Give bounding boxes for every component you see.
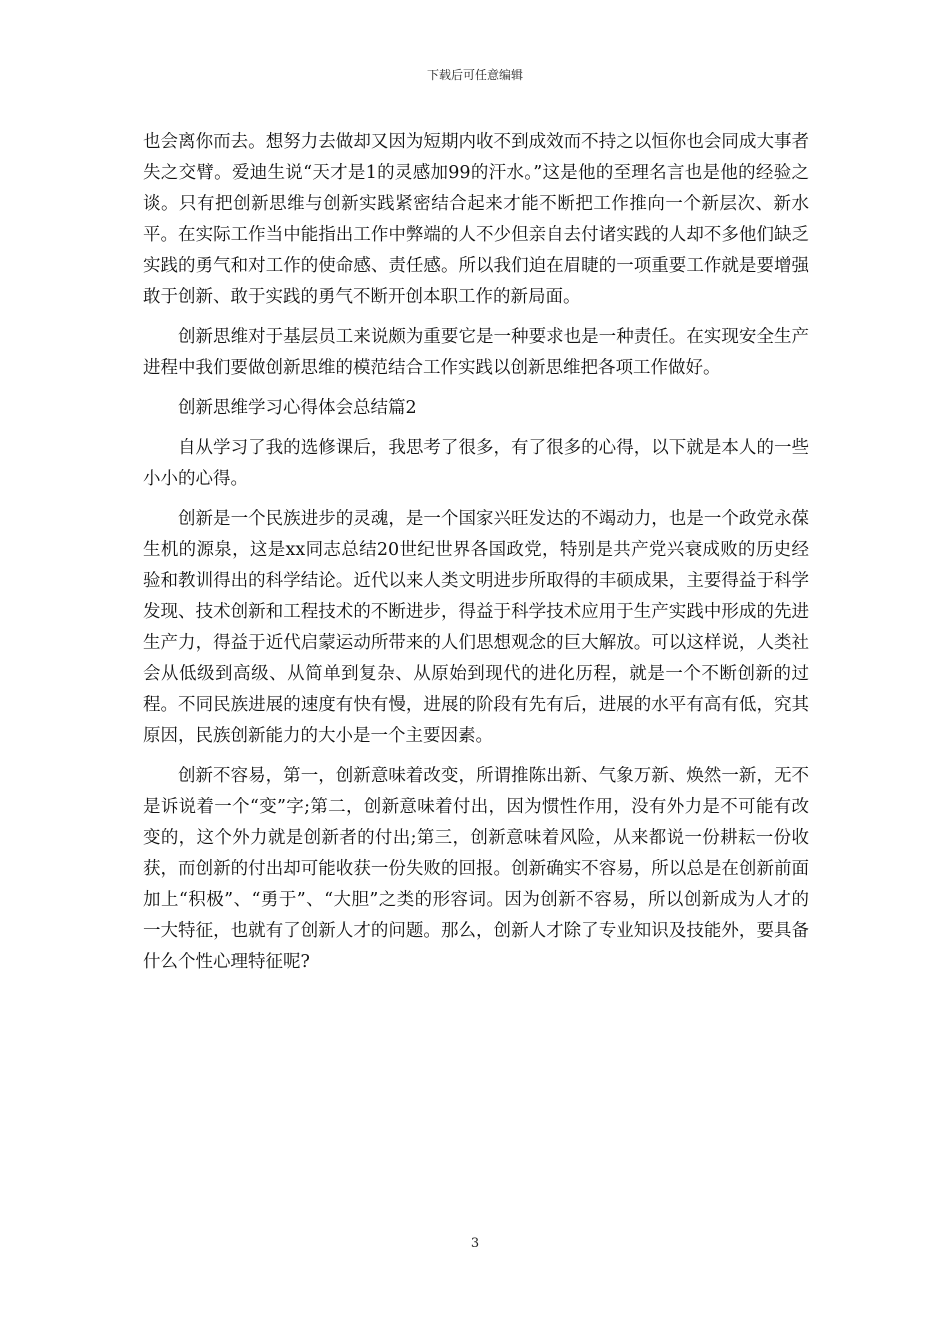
paragraph: 创新不容易，第一，创新意味着改变，所谓推陈出新、气象万新、焕然一新，无不是诉说着一个“变”字;第二，创新意味着付出，因为惯性作用，没有外力是不可能有改变的，这个外力就是创新者的付出;第三，创新意味着风险，从来都说一份耕耘一份收获，而创新的付出却可能收获一份失败的回报。创新确实不容易，所以总是在创新前面加上“积极”、“勇于”、“大胆”之类的形容词。因为创新不容易，所以创新成为人才的一大特征，也就有了创新人才的问题。那么，创新人才除了专业知识及技能外，要具备什么个性心理特征呢?: [143, 766, 809, 972]
page-number: 3: [470, 1236, 480, 1251]
body-text: [143, 127, 809, 978]
paragraph: 创新思维对于基层员工来说颇为重要它是一种要求也是一种责任。在实现安全生产进程中我们要做创新思维的模范结合工作实践以创新思维把各项工作做好。: [143, 327, 809, 378]
paragraph: 自从学习了我的选修课后，我思考了很多，有了很多的心得，以下就是本人的一些小小的心得。: [143, 438, 809, 489]
paragraph-continuation: 也会离你而去。想努力去做却又因为短期内收不到成效而不持之以恒你也会同成大事者失之交臂。爱迪生说“天才是1的灵感加99的汗水。”这是他的至理名言也是他的经验之谈。只有把创新思维与创新实践紧密结合起来才能不断把工作推向一个新层次、新水平。在实际工作当中能指出工作中弊端的人不少但亲自去付诸实践的人却不多他们缺乏实践的勇气和对工作的使命感、责任感。所以我们迫在眉睫的一项重要工作就是要增强敢于创新、敢于实践的勇气不断开创本职工作的新局面。: [143, 132, 809, 307]
paragraph: 创新是一个民族进步的灵魂，是一个国家兴旺发达的不竭动力，也是一个政党永葆生机的源泉，这是xx同志总结20世纪世界各国政党，特别是共产党兴衰成败的历史经验和教训得出的科学结论。近代以来人类文明进步所取得的丰硕成果，主要得益于科学发现、技术创新和工程技术的不断进步，得益于科学技术应用于生产实践中形成的先进生产力，得益于近代启蒙运动所带来的人们思想观念的巨大解放。可以这样说，人类社会从低级到高级、从简单到复杂、从原始到现代的进化历程，就是一个不断创新的过程。不同民族进展的速度有快有慢，进展的阶段有先有后，进展的水平有高有低，究其原因，民族创新能力的大小是一个主要因素。: [143, 509, 809, 746]
section-heading: 创新思维学习心得体会总结篇2: [178, 398, 417, 418]
page-header: 下载后可任意编辑: [426, 68, 523, 82]
